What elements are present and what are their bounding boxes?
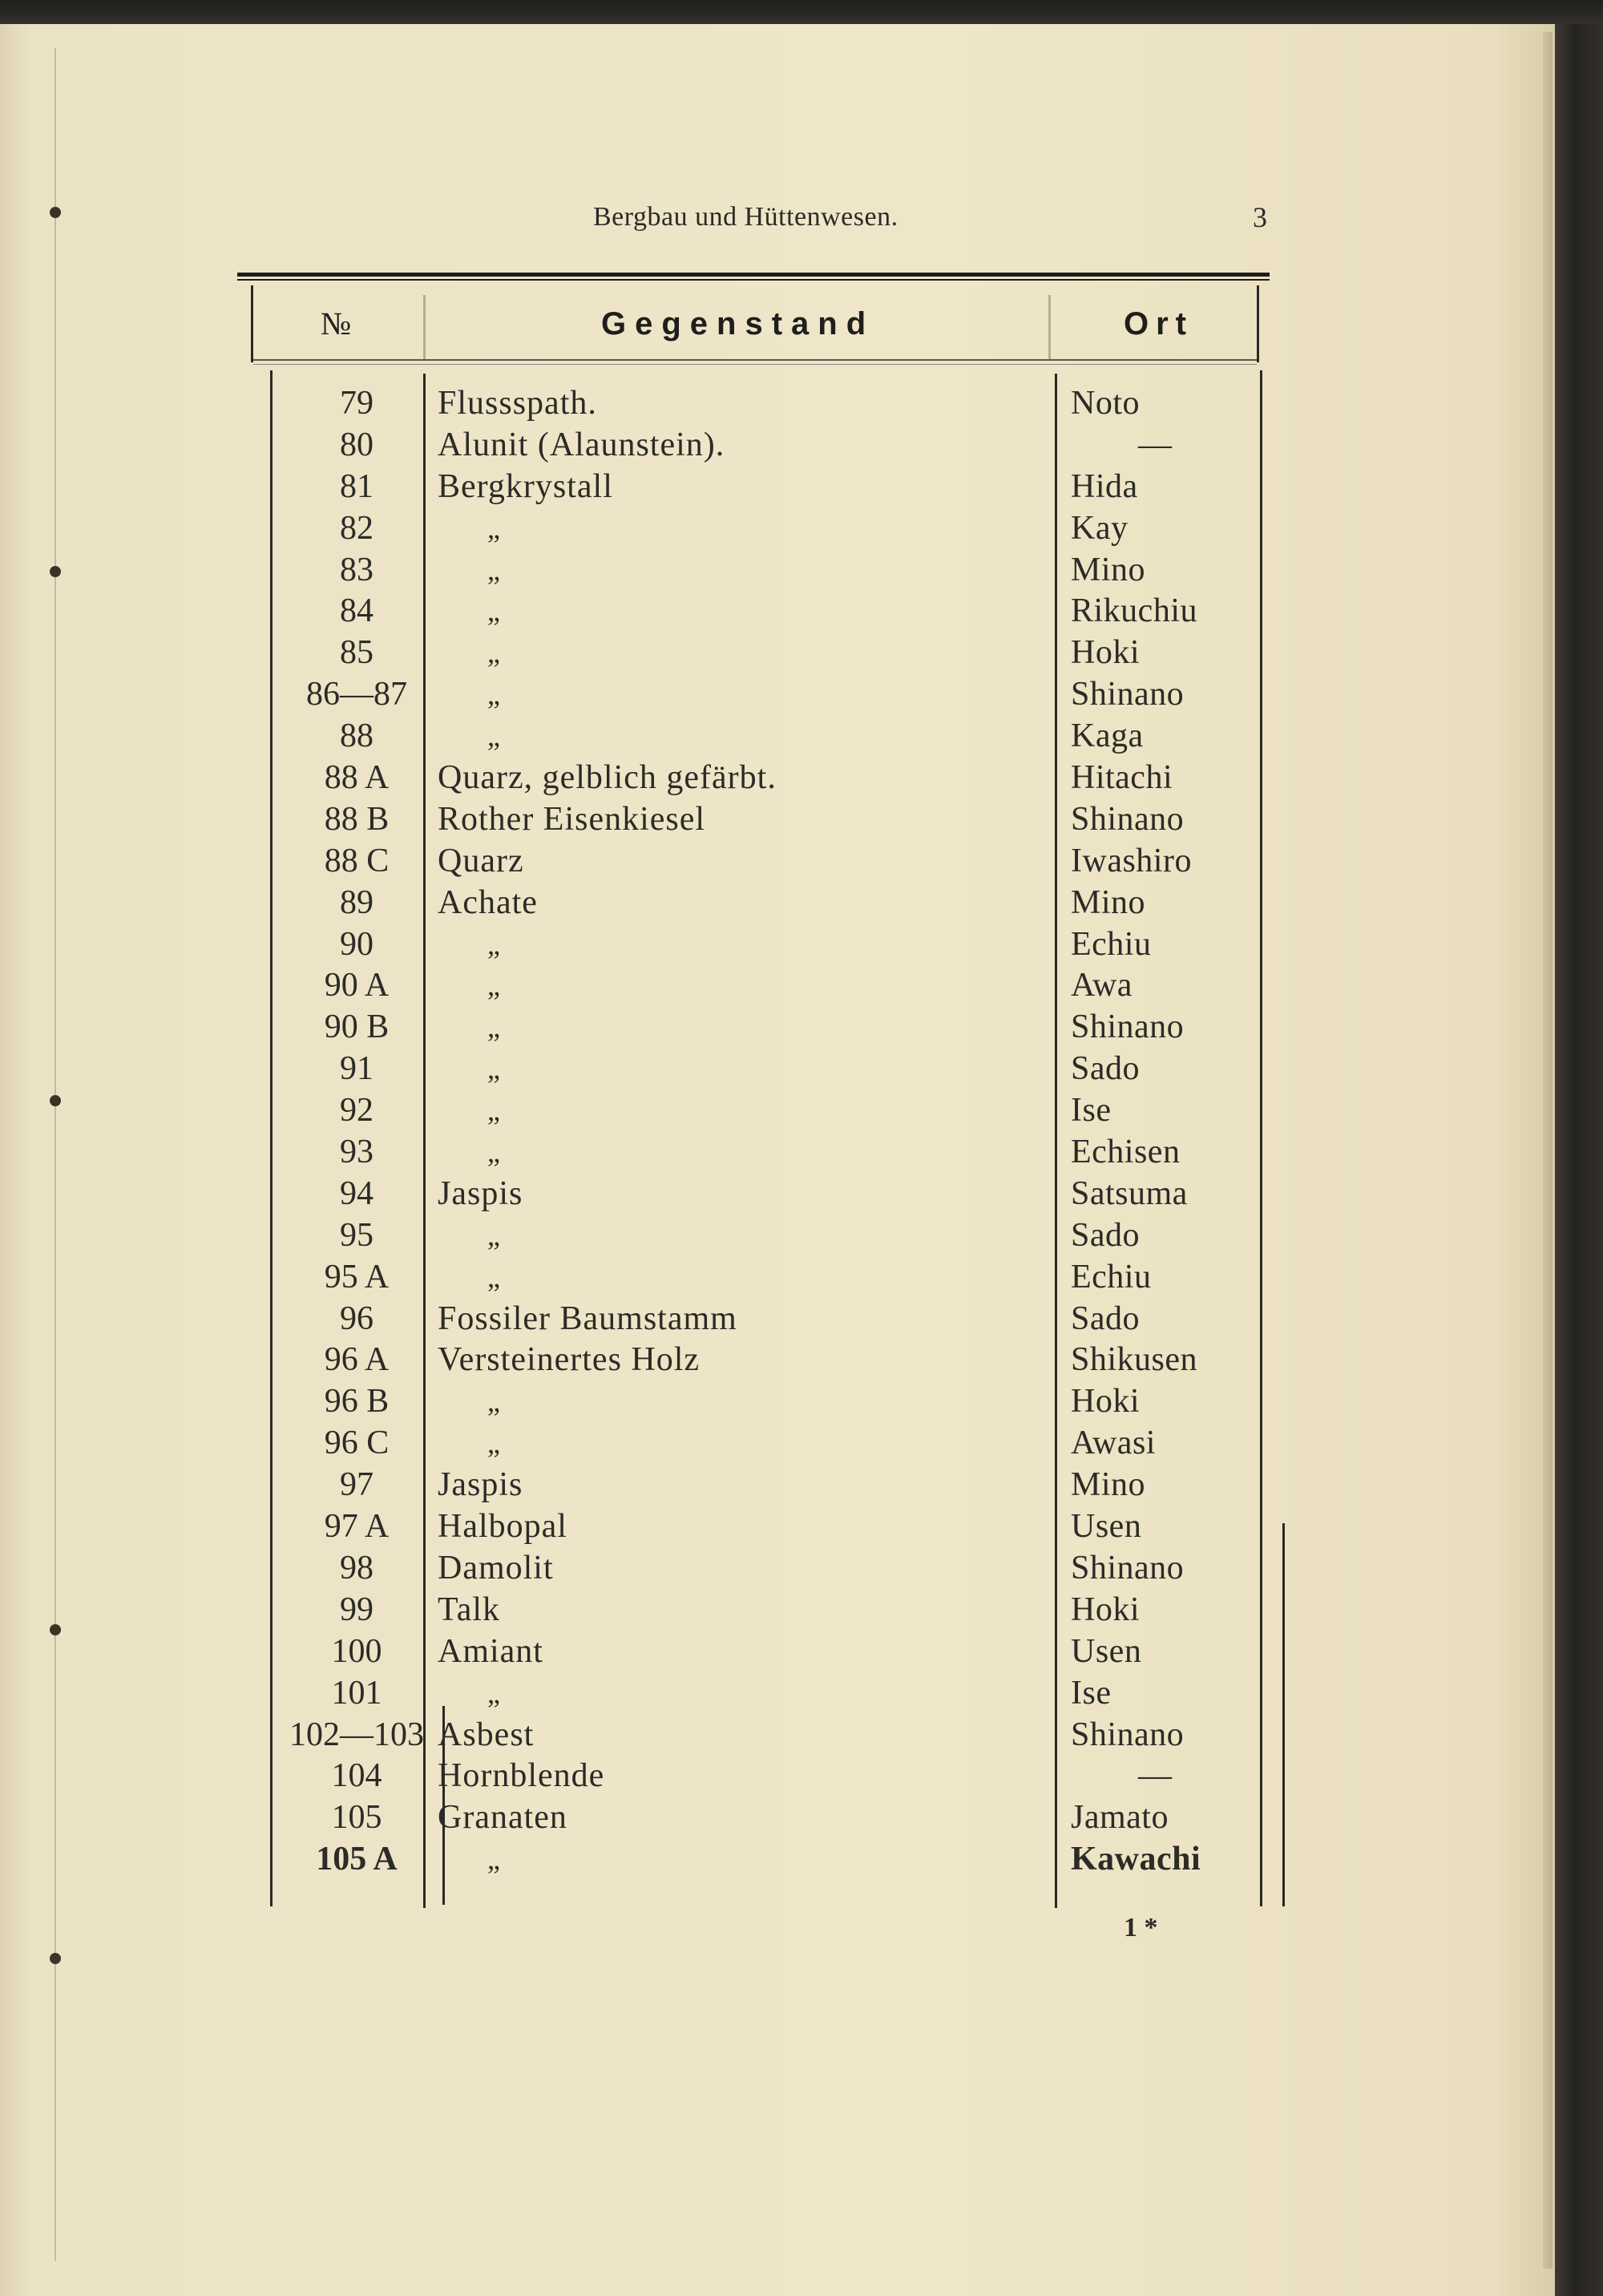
row-number: 98 <box>340 1549 373 1587</box>
row-number: 84 <box>340 592 373 630</box>
row-number: 92 <box>340 1092 373 1130</box>
row-place: Hoki <box>1071 634 1140 672</box>
running-head: Bergbau und Hüttenwesen. <box>593 202 898 232</box>
row-number: 97 A <box>324 1508 390 1546</box>
row-number: 105 A <box>316 1841 398 1878</box>
row-object: Halbopal <box>438 1508 567 1546</box>
row-place: Iwashiro <box>1071 842 1192 879</box>
row-number: 91 <box>340 1050 373 1088</box>
column-divider <box>423 295 426 359</box>
row-number: 102—103 <box>289 1716 424 1753</box>
row-number: 89 <box>340 883 373 921</box>
row-number: 80 <box>340 426 373 463</box>
row-place: Echiu <box>1071 1258 1152 1296</box>
table-row <box>0 1756 1523 1797</box>
row-number: 90 A <box>324 967 390 1004</box>
row-number: 83 <box>340 551 373 588</box>
row-place: Shikusen <box>1071 1341 1198 1379</box>
header-rule <box>253 359 1257 361</box>
table-row <box>0 633 1523 674</box>
row-place: Satsuma <box>1071 1174 1188 1212</box>
row-place: Shinano <box>1071 1009 1185 1046</box>
row-number: 81 <box>340 467 373 505</box>
row-place: Hida <box>1071 467 1138 505</box>
table-row <box>0 1340 1523 1381</box>
row-place: Awa <box>1071 967 1133 1004</box>
row-object: Quarz, gelblich gefärbt. <box>438 759 777 797</box>
row-number: 96 A <box>324 1341 390 1379</box>
table-row <box>0 841 1523 883</box>
table-row <box>0 1506 1523 1548</box>
row-object: „ <box>487 1219 501 1251</box>
row-place: Awasi <box>1071 1425 1156 1462</box>
row-place: Sado <box>1071 1300 1140 1337</box>
row-object: Flussspath. <box>438 385 597 422</box>
row-number: 100 <box>331 1632 382 1670</box>
row-object: „ <box>487 1385 501 1418</box>
row-place: Mino <box>1071 551 1146 588</box>
row-object: Rother Eisenkiesel <box>438 800 706 838</box>
row-place: Shinano <box>1071 676 1185 713</box>
row-object: „ <box>487 1843 501 1876</box>
table-row <box>0 1174 1523 1215</box>
row-place: Echisen <box>1071 1134 1181 1171</box>
sewing-hole <box>50 207 61 218</box>
table-row <box>0 1797 1523 1839</box>
row-object: Jaspis <box>438 1174 523 1212</box>
table-row <box>0 1590 1523 1631</box>
signature-mark: 1 * <box>1124 1913 1158 1942</box>
row-place: Kaga <box>1071 718 1144 755</box>
top-rule-thin <box>237 279 1270 281</box>
row-number: 95 A <box>324 1258 390 1296</box>
row-object: „ <box>487 1136 501 1169</box>
row-place: Shinano <box>1071 800 1185 838</box>
page-number: 3 <box>1253 201 1267 233</box>
row-place: — <box>1138 1757 1173 1795</box>
row-number: 90 B <box>324 1009 390 1046</box>
row-object: „ <box>487 720 501 753</box>
row-object: Jaspis <box>438 1466 523 1504</box>
table-row <box>0 883 1523 924</box>
row-place: Shinano <box>1071 1716 1185 1753</box>
row-object: „ <box>487 1094 501 1127</box>
row-object: „ <box>487 1427 501 1460</box>
row-place: Echiu <box>1071 925 1152 963</box>
header-number: № <box>321 305 352 342</box>
row-number: 95 <box>340 1216 373 1254</box>
row-place: Kawachi <box>1071 1841 1201 1878</box>
row-number: 104 <box>331 1757 382 1795</box>
row-place: Hoki <box>1071 1591 1140 1628</box>
book-cover <box>1555 24 1603 2296</box>
table-row <box>0 965 1523 1007</box>
row-object: „ <box>487 928 501 960</box>
row-number: 99 <box>340 1591 373 1628</box>
table-row <box>0 467 1523 508</box>
table-row <box>0 508 1523 550</box>
row-number: 101 <box>331 1674 382 1712</box>
row-place: Noto <box>1071 385 1140 422</box>
table-row <box>0 550 1523 592</box>
row-place: — <box>1138 426 1173 463</box>
page-edge <box>1543 32 1553 2269</box>
row-number: 88 C <box>324 842 390 879</box>
table-row <box>0 674 1523 716</box>
row-object: Fossiler Baumstamm <box>438 1300 737 1337</box>
row-place: Sado <box>1071 1216 1140 1254</box>
row-object: Amiant <box>438 1632 543 1670</box>
row-place: Hitachi <box>1071 759 1173 797</box>
table-row <box>0 1257 1523 1299</box>
row-number: 90 <box>340 925 373 963</box>
row-object: Granaten <box>438 1799 567 1837</box>
row-object: „ <box>487 511 501 544</box>
row-number: 94 <box>340 1174 373 1212</box>
row-object: Achate <box>438 883 538 921</box>
row-place: Shinano <box>1071 1549 1185 1587</box>
table-row <box>0 425 1523 467</box>
row-place: Jamato <box>1071 1799 1169 1837</box>
column-divider <box>1048 295 1051 359</box>
row-object: „ <box>487 1053 501 1085</box>
sewing-hole <box>50 1953 61 1964</box>
row-number: 85 <box>340 634 373 672</box>
table-row <box>0 1090 1523 1132</box>
top-rule <box>237 273 1270 277</box>
table-row <box>0 1049 1523 1090</box>
row-object: „ <box>487 637 501 669</box>
table-row <box>0 591 1523 633</box>
table-row <box>0 1007 1523 1049</box>
row-place: Usen <box>1071 1508 1142 1546</box>
row-object: „ <box>487 678 501 711</box>
row-object: „ <box>487 553 501 586</box>
table-row <box>0 1631 1523 1673</box>
table-row <box>0 1381 1523 1423</box>
row-object: Talk <box>438 1591 501 1628</box>
row-place: Ise <box>1071 1674 1112 1712</box>
row-number: 105 <box>331 1799 382 1837</box>
table-row <box>0 1132 1523 1174</box>
row-place: Sado <box>1071 1050 1140 1088</box>
table-row <box>0 383 1523 425</box>
table-row <box>0 1465 1523 1506</box>
row-object: Alunit (Alaunstein). <box>438 426 725 463</box>
table-row <box>0 1673 1523 1715</box>
header-place: Ort <box>1124 306 1193 342</box>
row-object: Bergkrystall <box>438 467 613 505</box>
row-number: 93 <box>340 1134 373 1171</box>
row-place: Rikuchiu <box>1071 592 1197 630</box>
row-object: „ <box>487 1676 501 1709</box>
table-border-right <box>1257 285 1259 362</box>
row-place: Hoki <box>1071 1383 1140 1421</box>
row-object: Versteinertes Holz <box>438 1341 701 1379</box>
row-object: Quarz <box>438 842 524 879</box>
row-number: 96 <box>340 1300 373 1337</box>
table-row <box>0 1423 1523 1465</box>
row-number: 96 C <box>324 1425 390 1462</box>
table-row <box>0 1715 1523 1756</box>
row-place: Ise <box>1071 1092 1112 1130</box>
row-object: Damolit <box>438 1549 554 1587</box>
header-object: Gegenstand <box>601 306 875 342</box>
row-number: 82 <box>340 509 373 547</box>
table-row <box>0 716 1523 758</box>
row-place: Usen <box>1071 1632 1142 1670</box>
row-object: „ <box>487 969 501 1002</box>
row-number: 96 B <box>324 1383 390 1421</box>
row-object: Asbest <box>438 1716 535 1753</box>
row-number: 88 A <box>324 759 390 797</box>
row-number: 86—87 <box>306 676 407 713</box>
table-row <box>0 1299 1523 1340</box>
row-place: Kay <box>1071 509 1129 547</box>
table-row <box>0 758 1523 799</box>
table-row <box>0 924 1523 966</box>
row-number: 97 <box>340 1466 373 1504</box>
header-rule-thin <box>253 364 1257 365</box>
row-place: Mino <box>1071 1466 1146 1504</box>
row-number: 79 <box>340 385 373 422</box>
row-place: Mino <box>1071 883 1146 921</box>
row-object: „ <box>487 1011 501 1044</box>
table-row <box>0 1839 1523 1881</box>
table-row <box>0 1215 1523 1257</box>
row-object: „ <box>487 595 501 628</box>
row-object: Hornblende <box>438 1757 605 1795</box>
table-row <box>0 1548 1523 1590</box>
row-number: 88 <box>340 718 373 755</box>
row-object: „ <box>487 1260 501 1293</box>
row-number: 88 B <box>324 800 390 838</box>
table-border-left <box>251 285 253 362</box>
table-row <box>0 799 1523 841</box>
table-body <box>0 383 1523 1881</box>
